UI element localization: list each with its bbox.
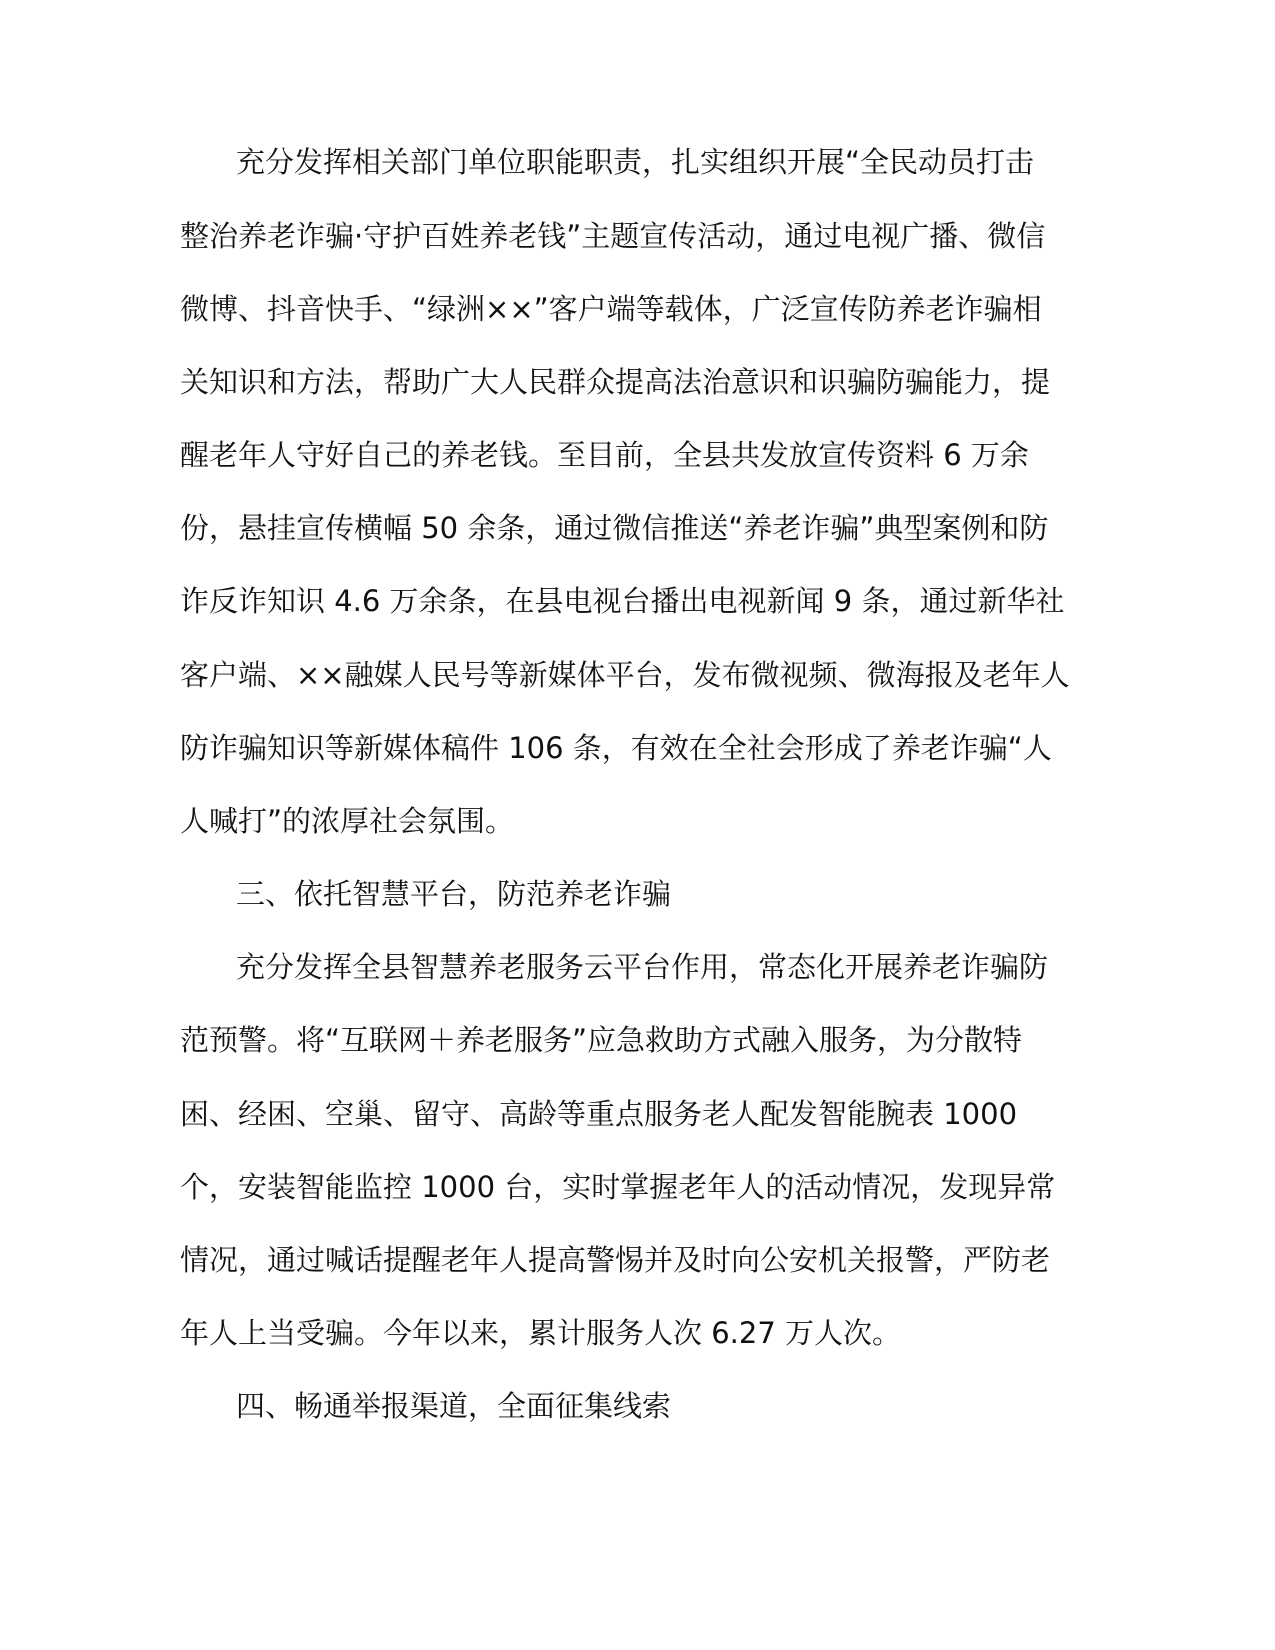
paragraph-line: 醒老年人守好自己的养老钱。至目前，全县共发放宣传资料 6 万余: [180, 438, 1029, 472]
section-heading: 四、畅通举报渠道，全面征集线索: [236, 1389, 672, 1423]
paragraph-line: 客户端、××融媒人民号等新媒体平台，发布微视频、微海报及老年人: [180, 658, 1070, 692]
paragraph-line: 整治养老诈骗·守护百姓养老钱”主题宣传活动，通过电视广播、微信: [180, 219, 1046, 253]
paragraph-line: 充分发挥相关部门单位职能职责，扎实组织开展“全民动员打击: [236, 145, 1035, 179]
paragraph-line: 份，悬挂宣传横幅 50 余条，通过微信推送“养老诈骗”典型案例和防: [180, 511, 1049, 545]
paragraph-line: 年人上当受骗。今年以来，累计服务人次 6.27 万人次。: [180, 1316, 902, 1350]
paragraph-line: 个，安装智能监控 1000 台，实时掌握老年人的活动情况，发现异常: [180, 1170, 1056, 1204]
section-heading: 三、依托智慧平台，防范养老诈骗: [236, 877, 672, 911]
paragraph-line: 人喊打”的浓厚社会氛围。: [180, 804, 515, 838]
paragraph-line: 困、经困、空巢、留守、高龄等重点服务老人配发智能腕表 1000: [180, 1097, 1018, 1131]
paragraph-line: 充分发挥全县智慧养老服务云平台作用，常态化开展养老诈骗防: [236, 950, 1049, 984]
paragraph-line: 关知识和方法，帮助广大人民群众提高法治意识和识骗防骗能力，提: [180, 365, 1051, 399]
paragraph-line: 微博、抖音快手、“绿洲××”客户端等载体，广泛宣传防养老诈骗相: [180, 292, 1042, 326]
paragraph-line: 诈反诈知识 4.6 万余条，在县电视台播出电视新闻 9 条，通过新华社: [180, 584, 1065, 618]
paragraph-line: 范预警。将“互联网＋养老服务”应急救助方式融入服务，为分散特: [180, 1023, 1023, 1057]
paragraph-line: 情况，通过喊话提醒老年人提高警惕并及时向公安机关报警，严防老: [180, 1243, 1051, 1277]
paragraph-line: 防诈骗知识等新媒体稿件 106 条，有效在全社会形成了养老诈骗“人: [180, 731, 1052, 765]
